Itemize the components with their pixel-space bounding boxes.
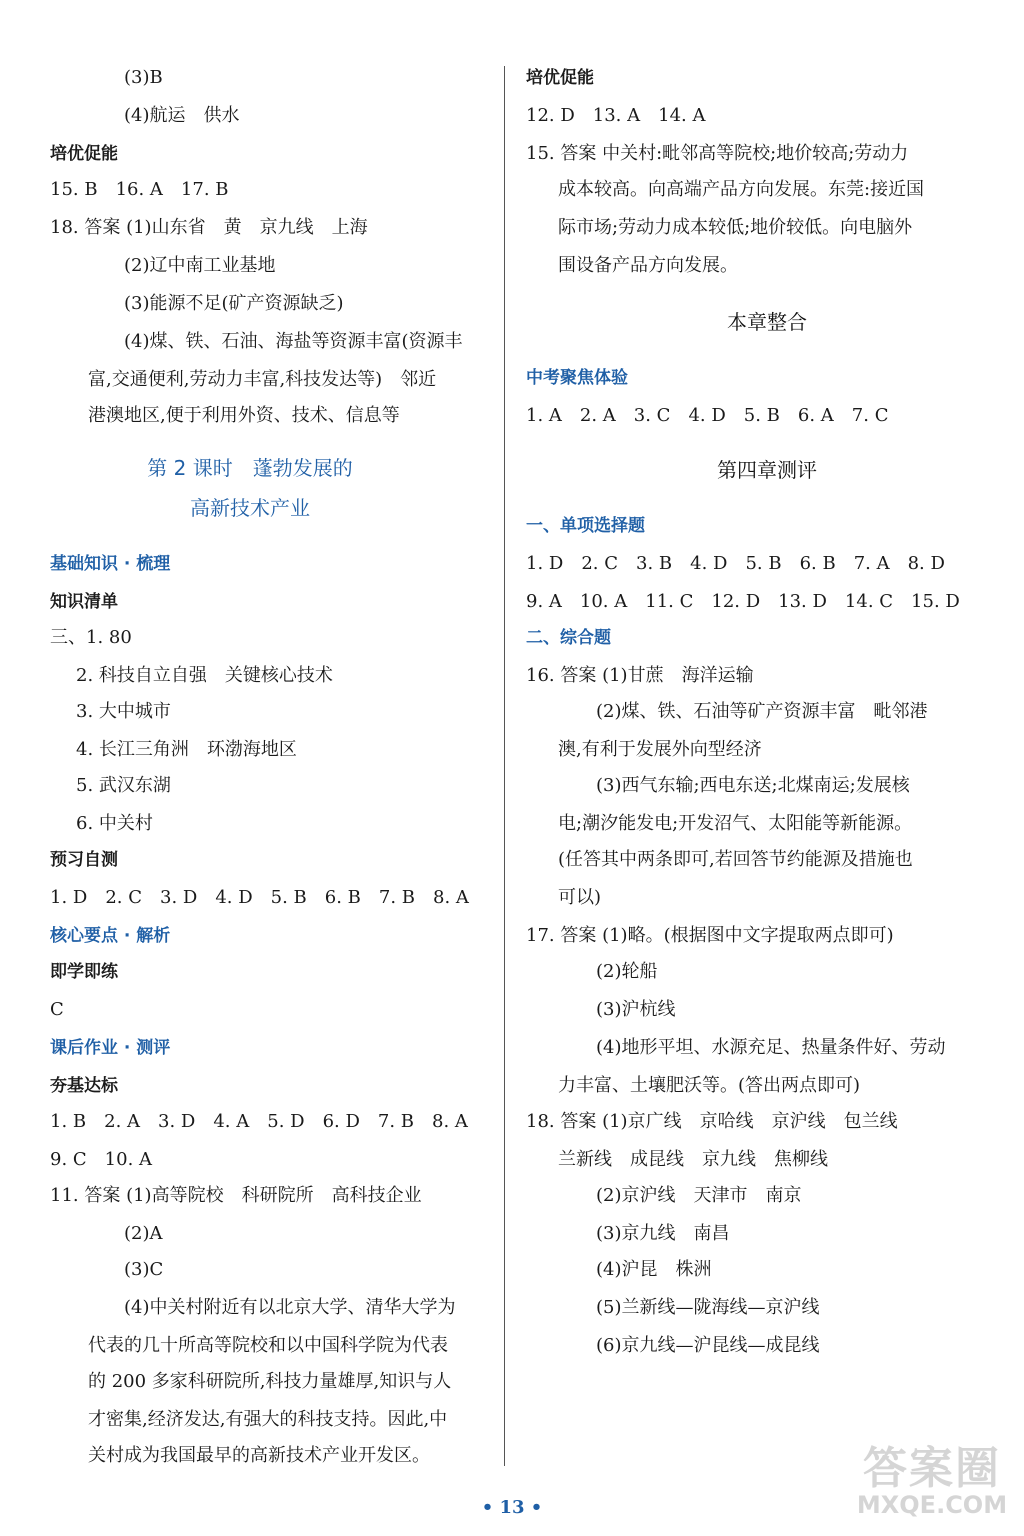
answer-line: 1. D 2. C 3. B 4. D 5. B 6. B 7. A 8. D <box>526 553 945 574</box>
lesson-title: 高新技术产业 <box>190 496 310 520</box>
answer-line: (3)沪杭线 <box>596 999 676 1020</box>
answer-line: 4. 长江三角洲 环渤海地区 <box>76 739 297 760</box>
answer-line: 可以) <box>558 887 602 908</box>
answer-line: C <box>50 999 64 1020</box>
section-heading: 基础知识 · 梳理 <box>50 554 171 574</box>
answer-line: (3)京九线 南昌 <box>596 1223 730 1244</box>
answer-line: (6)京九线—沪昆线—成昆线 <box>596 1335 820 1356</box>
answer-line: (4)地形平坦、水源充足、热量条件好、劳动 <box>596 1037 946 1058</box>
answer-line: 力丰富、土壤肥沃等。(答出两点即可) <box>558 1075 861 1096</box>
answer-line: 6. 中关村 <box>76 813 153 834</box>
section-heading: 中考聚焦体验 <box>526 368 628 388</box>
answer-line: (2)辽中南工业基地 <box>124 255 276 276</box>
answer-line: (2)京沪线 天津市 南京 <box>596 1185 802 1206</box>
answer-line: 12. D 13. A 14. A <box>526 105 706 126</box>
answer-line: 澳,有利于发展外向型经济 <box>558 739 762 760</box>
answer-line: 9. C 10. A <box>50 1149 153 1170</box>
answer-line: 才密集,经济发达,有强大的科技支持。因此,中 <box>88 1409 448 1430</box>
chapter-heading: 本章整合 <box>727 310 807 334</box>
section-heading: 一、单项选择题 <box>526 516 645 536</box>
watermark-glyph: 答案圈 <box>863 1443 1001 1494</box>
answer-line: 港澳地区,便于利用外资、技术、信息等 <box>88 405 400 426</box>
answer-line: (4)沪昆 株洲 <box>596 1259 712 1280</box>
answer-line: (3)能源不足(矿产资源缺乏) <box>124 293 344 314</box>
answer-line: (2)A <box>124 1223 163 1244</box>
answer-line: 1. B 2. A 3. D 4. A 5. D 6. D 7. B 8. A <box>50 1111 468 1132</box>
answer-line: 围设备产品方向发展。 <box>558 255 738 276</box>
section-heading: 二、综合题 <box>526 628 611 648</box>
answer-line: (3)C <box>124 1259 164 1280</box>
subsection-label: 培优促能 <box>50 144 118 164</box>
answer-line: 11. 答案 (1)高等院校 科研院所 高科技企业 <box>50 1185 422 1206</box>
answer-line: 9. A 10. A 11. C 12. D 13. D 14. C 15. D <box>526 591 960 612</box>
answer-line: 18. 答案 (1)京广线 京哈线 京沪线 包兰线 <box>526 1111 898 1132</box>
answer-line: 代表的几十所高等院校和以中国科学院为代表 <box>88 1335 448 1356</box>
section-heading: 核心要点 · 解析 <box>50 926 171 946</box>
subsection-label: 即学即练 <box>50 962 118 982</box>
answer-line: 兰新线 成昆线 京九线 焦柳线 <box>558 1149 828 1170</box>
answer-line: 15. B 16. A 17. B <box>50 179 229 200</box>
watermark-url: MXQE.COM <box>856 1491 1008 1519</box>
answer-line: 的 200 多家科研院所,科技力量雄厚,知识与人 <box>88 1371 452 1392</box>
answer-line: 2. 科技自立自强 关键核心技术 <box>76 665 333 686</box>
lesson-title: 第 2 课时 蓬勃发展的 <box>147 456 353 480</box>
answer-line: 15. 答案 中关村:毗邻高等院校;地价较高;劳动力 <box>526 143 909 164</box>
answer-line: 成本较高。向高端产品方向发展。东莞:接近国 <box>558 179 925 200</box>
section-heading: 课后作业 · 测评 <box>50 1038 171 1058</box>
watermark-logo <box>852 1443 1012 1522</box>
answer-line: 际市场;劳动力成本较低;地价较低。向电脑外 <box>558 217 913 238</box>
subsection-label: 预习自测 <box>50 850 118 870</box>
answer-line: 5. 武汉东湖 <box>76 775 171 796</box>
answer-line: 3. 大中城市 <box>76 701 171 722</box>
subsection-label: 知识清单 <box>50 592 118 612</box>
page-number: • 13 • <box>481 1497 543 1518</box>
answer-line: (4)煤、铁、石油、海盐等资源丰富(资源丰 <box>124 331 463 352</box>
chapter-heading: 第四章测评 <box>717 458 817 482</box>
answer-line: (2)煤、铁、石油等矿产资源丰富 毗邻港 <box>596 701 928 722</box>
subsection-label: 培优促能 <box>526 68 594 88</box>
column-divider <box>504 66 505 1466</box>
answer-line: (4)航运 供水 <box>124 105 240 126</box>
answer-line: 电;潮汐能发电;开发沼气、太阳能等新能源。 <box>558 813 913 834</box>
answer-line: (5)兰新线—陇海线—京沪线 <box>596 1297 820 1318</box>
answer-line: 16. 答案 (1)甘蔗 海洋运输 <box>526 665 754 686</box>
answer-line: 1. A 2. A 3. C 4. D 5. B 6. A 7. C <box>526 405 889 426</box>
answer-line: 1. D 2. C 3. D 4. D 5. B 6. B 7. B 8. A <box>50 887 469 908</box>
answer-line: (2)轮船 <box>596 961 658 982</box>
answer-line: 18. 答案 (1)山东省 黄 京九线 上海 <box>50 217 368 238</box>
answer-line: 17. 答案 (1)略。(根据图中文字提取两点即可) <box>526 925 894 946</box>
subsection-label: 夯基达标 <box>50 1076 118 1096</box>
answer-line: (任答其中两条即可,若回答节约能源及措施也 <box>558 849 913 870</box>
answer-line: (3)B <box>124 67 163 88</box>
answer-line: (4)中关村附近有以北京大学、清华大学为 <box>124 1297 456 1318</box>
answer-line: 三、1. 80 <box>50 627 132 648</box>
answer-line: 富,交通便利,劳动力丰富,科技发达等) 邻近 <box>88 369 437 390</box>
answer-line: (3)西气东输;西电东送;北煤南运;发展核 <box>596 775 910 796</box>
answer-line: 关村成为我国最早的高新技术产业开发区。 <box>88 1445 430 1466</box>
